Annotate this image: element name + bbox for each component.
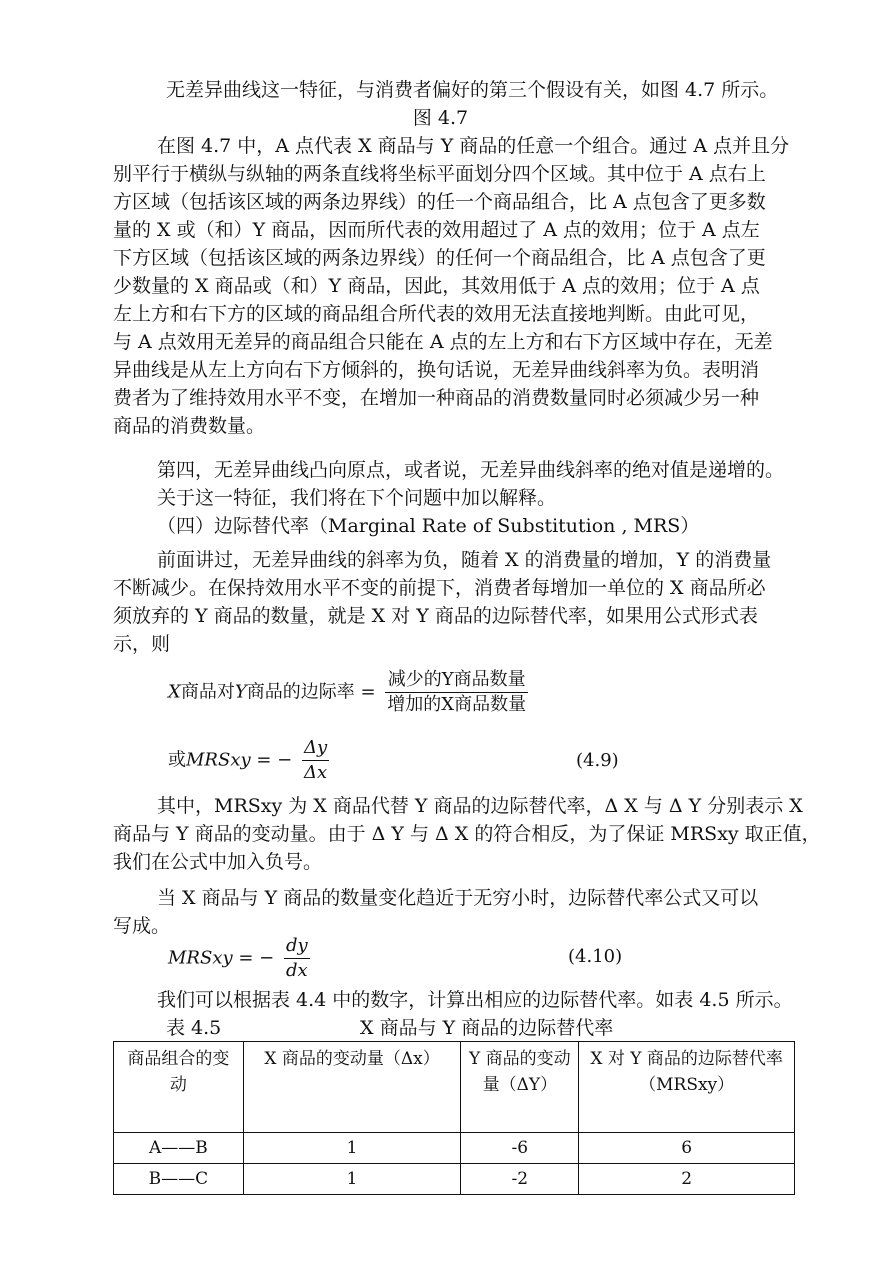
para1-line-6: 少数量的 X 商品或（和）Y 商品，因此，其效用低于 A 点的效用；位于 A 点 [113, 275, 760, 297]
para5-line-2: 写成。 [113, 915, 171, 937]
formula-mrs-derivative [168, 934, 314, 983]
formula2-denominator: Δx [303, 762, 328, 783]
para3-line-1: 前面讲过，无差异曲线的斜率为负，随着 X 的消费量的增加，Y 的消费量 [157, 549, 772, 571]
formula1-text1: 商品对 [180, 681, 235, 703]
table-caption: X 商品与 Y 商品的边际替代率 [360, 1017, 614, 1039]
formula3-fraction [284, 934, 310, 983]
table-header-cell: X 对 Y 商品的边际替代率（MRSxy） [579, 1042, 795, 1133]
table-cell: 1 [243, 1164, 461, 1195]
formula1-text2: 商品的边际率 = [246, 681, 376, 703]
table-header-cell: 商品组合的变动 [114, 1042, 244, 1133]
table-header-cell: Y 商品的变动量（ΔY） [461, 1042, 579, 1133]
para3-line-3: 须放弃的 Y 商品的数量，就是 X 对 Y 商品的边际替代率，如果用公式形式表 [113, 605, 758, 627]
para3-line-2: 不断减少。在保持效用水平不变的前提下，消费者每增加一单位的 X 商品所必 [113, 577, 766, 599]
para1-line-7: 左上方和右下方的区域的商品组合所代表的效用无法直接地判断。由此可见， [113, 303, 760, 325]
equation-number-4-9: (4.9) [576, 750, 619, 771]
table-label: 表 4.5 [166, 1017, 222, 1039]
table-cell: -6 [461, 1133, 579, 1164]
para1-line-11: 商品的消费数量。 [113, 415, 266, 437]
section-heading: （四）边际替代率（Marginal Rate of Substitution , MRS） [157, 515, 700, 537]
para4-line-1: 其中，MRSxy 为 X 商品代替 Y 商品的边际替代率，Δ X 与 Δ Y 分别表示 X [157, 795, 803, 817]
intro-line: 无差异曲线这一特征，与消费者偏好的第三个假设有关，如图 4.7 所示。 [166, 79, 779, 101]
table-cell: -2 [461, 1164, 579, 1195]
para1-line-9: 异曲线是从左上方向右下方倾斜的，换句话说，无差异曲线斜率为负。表明消 [113, 359, 760, 381]
formula2-prefix: 或 [168, 749, 186, 771]
formula2-fraction [302, 736, 329, 785]
para5-line-1: 当 X 商品与 Y 商品的数量变化趋近于无穷小时，边际替代率公式又可以 [157, 887, 759, 909]
para4-line-3: 我们在公式中加入负号。 [113, 851, 323, 873]
table-row [114, 1133, 795, 1164]
mrs-table [113, 1041, 795, 1195]
para2-line-1: 第四，无差异曲线凸向原点，或者说，无差异曲线斜率的绝对值是递增的。 [157, 459, 785, 481]
table-header-row [114, 1042, 795, 1133]
table-cell: B——C [114, 1164, 244, 1195]
para1-line-4: 量的 X 或（和）Y 商品，因而所代表的效用超过了 A 点的效用；位于 A 点左 [113, 219, 760, 241]
para1-line-10: 费者为了维持效用水平不变，在增加一种商品的消费数量同时必须减少另一种 [113, 387, 760, 409]
formula3-denominator: dx [285, 960, 308, 981]
formula1-fraction [385, 668, 528, 717]
para2-line-2: 关于这一特征，我们将在下个问题中加以解释。 [157, 487, 557, 509]
table-cell: 2 [579, 1164, 795, 1195]
table-cell: A——B [114, 1133, 244, 1164]
para6-line: 我们可以根据表 4.4 中的数字，计算出相应的边际替代率。如表 4.5 所示。 [157, 989, 793, 1011]
table-row [114, 1164, 795, 1195]
para1-line-3: 方区域（包括该区域的两条边界线）的任一个商品组合，比 A 点包含了更多数 [113, 191, 766, 213]
formula1-x: X [168, 681, 181, 703]
para1-line-5: 下方区域（包括该区域的两条边界线）的任何一个商品组合，比 A 点包含了更 [113, 247, 766, 269]
table-cell: 6 [579, 1133, 795, 1164]
formula1-y: Y [234, 681, 247, 703]
formula2-numerator: Δy [302, 736, 329, 761]
para1-line-1: 在图 4.7 中，A 点代表 X 商品与 Y 商品的任意一个组合。通过 A 点并且分 [157, 135, 790, 157]
formula2-lhs: MRSxy = − [186, 749, 293, 771]
formula-marginal-rate [168, 668, 532, 717]
para4-line-2: 商品与 Y 商品的变动量。由于 Δ Y 与 Δ X 的符合相反，为了保证 MRSxy 取正值， [113, 823, 821, 845]
para1-line-8: 与 A 点效用无差异的商品组合只能在 A 点的左上方和右下方区域中存在，无差 [113, 331, 773, 353]
para1-line-2: 别平行于横纵与纵轴的两条直线将坐标平面划分四个区域。其中位于 A 点右上 [113, 163, 766, 185]
equation-number-4-10: (4.10) [568, 946, 623, 967]
table-header-cell: X 商品的变动量（Δx） [243, 1042, 461, 1133]
figure-caption: 图 4.7 [412, 107, 469, 129]
formula1-denominator: 增加的X商品数量 [387, 694, 527, 715]
para3-line-4: 示，则 [113, 633, 171, 655]
formula1-numerator: 减少的Y商品数量 [385, 668, 528, 693]
formula3-numerator: dy [284, 934, 310, 959]
formula3-lhs: MRSxy = − [168, 947, 275, 969]
formula-mrs-delta [168, 736, 333, 785]
table-cell: 1 [243, 1133, 461, 1164]
